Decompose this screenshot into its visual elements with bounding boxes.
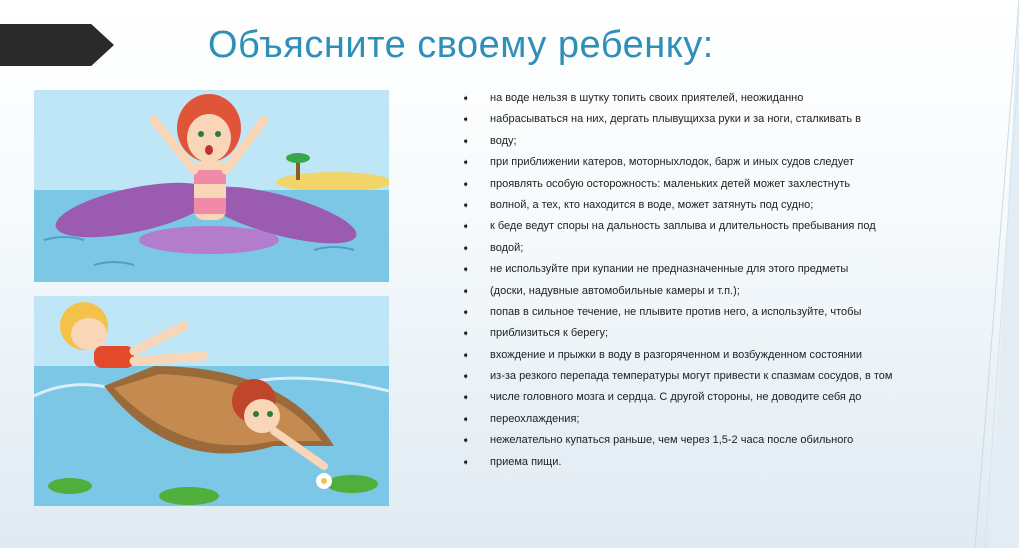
- list-item: [462, 387, 1002, 408]
- bullet-arrow-icon: ➧: [462, 328, 470, 339]
- bullet-arrow-icon: ➧: [462, 242, 470, 253]
- list-item: [462, 452, 1002, 473]
- bullet-arrow-icon: ➧: [462, 285, 470, 296]
- list-item: [462, 259, 1002, 280]
- list-item: [462, 238, 1002, 259]
- rule-text: из-за резкого перепада температуры могут привести к спазмам сосудов, в том: [490, 370, 893, 383]
- rule-text: приблизиться к берегу;: [490, 327, 609, 340]
- rule-text: приема пищи.: [490, 455, 562, 468]
- bullet-arrow-icon: ➧: [462, 392, 470, 403]
- slide-title: Объясните своему ребенку:: [208, 24, 714, 66]
- bullet-arrow-icon: ➧: [462, 157, 470, 168]
- rule-text: набрасываться на них, дергать плывущихза руки и за ноги, сталкивать в: [490, 113, 861, 126]
- bullet-arrow-icon: ➧: [462, 93, 470, 103]
- list-item: [462, 195, 1002, 216]
- rule-text: к беде ведут споры на дальность заплыва и длительность пребывания под: [490, 220, 876, 233]
- illustration-girl-on-mattress: [34, 90, 389, 282]
- bullet-arrow-icon: ➧: [462, 199, 470, 210]
- list-item: [462, 345, 1002, 366]
- list-item: [462, 88, 1002, 109]
- bullet-arrow-icon: ➧: [462, 435, 470, 446]
- bullet-arrow-icon: ➧: [462, 306, 470, 317]
- rule-text: переохлаждения;: [490, 412, 580, 425]
- rule-text: волной, а тех, кто находится в воде, может затянуть под судно;: [490, 198, 814, 211]
- bullet-arrow-icon: ➧: [462, 413, 470, 424]
- bullet-arrow-icon: ➧: [462, 114, 470, 125]
- bullet-arrow-icon: ➧: [462, 135, 470, 146]
- illustration-children-and-boat: [34, 296, 389, 506]
- rule-text: воду;: [490, 134, 517, 147]
- list-item: [462, 109, 1002, 130]
- list-item: [462, 152, 1002, 173]
- bullet-arrow-icon: ➧: [462, 349, 470, 360]
- rule-text: водой;: [490, 241, 524, 254]
- list-item: [462, 281, 1002, 302]
- list-item: [462, 366, 1002, 387]
- list-item: [462, 174, 1002, 195]
- list-item: [462, 323, 1002, 344]
- rule-text: вхождение и прыжки в воду в разгоряченном и возбужденном состоянии: [490, 348, 863, 361]
- rule-text: нежелательно купаться раньше, чем через 1,5-2 часа после обильного: [490, 434, 854, 447]
- bullet-arrow-icon: ➧: [462, 264, 470, 275]
- rule-text: при приближении катеров, моторныхлодок, барж и иных судов следует: [490, 156, 854, 169]
- rule-text: не используйте при купании не предназначенные для этого предметы: [490, 263, 849, 276]
- rule-text: (доски, надувные автомобильные камеры и т.п.);: [490, 284, 740, 297]
- bullet-arrow-icon: ➧: [462, 456, 470, 467]
- rule-text: на воде нельзя в шутку топить своих приятелей, неожиданно: [490, 92, 804, 104]
- list-item: [462, 216, 1002, 237]
- rule-text: проявлять особую осторожность: маленьких детей может захлестнуть: [490, 177, 851, 190]
- list-item: [462, 409, 1002, 430]
- rule-text: числе головного мозга и сердца. С другой стороны, не доводите себя до: [490, 391, 862, 404]
- list-item: [462, 302, 1002, 323]
- bullet-arrow-icon: ➧: [462, 221, 470, 232]
- safety-rules-list: [462, 88, 1002, 473]
- title-tab-arrow: [0, 24, 114, 66]
- list-item: [462, 131, 1002, 152]
- rule-text: попав в сильное течение, не плывите против него, а используйте, чтобы: [490, 305, 862, 318]
- bullet-arrow-icon: ➧: [462, 178, 470, 189]
- bullet-arrow-icon: ➧: [462, 371, 470, 382]
- list-item: [462, 430, 1002, 451]
